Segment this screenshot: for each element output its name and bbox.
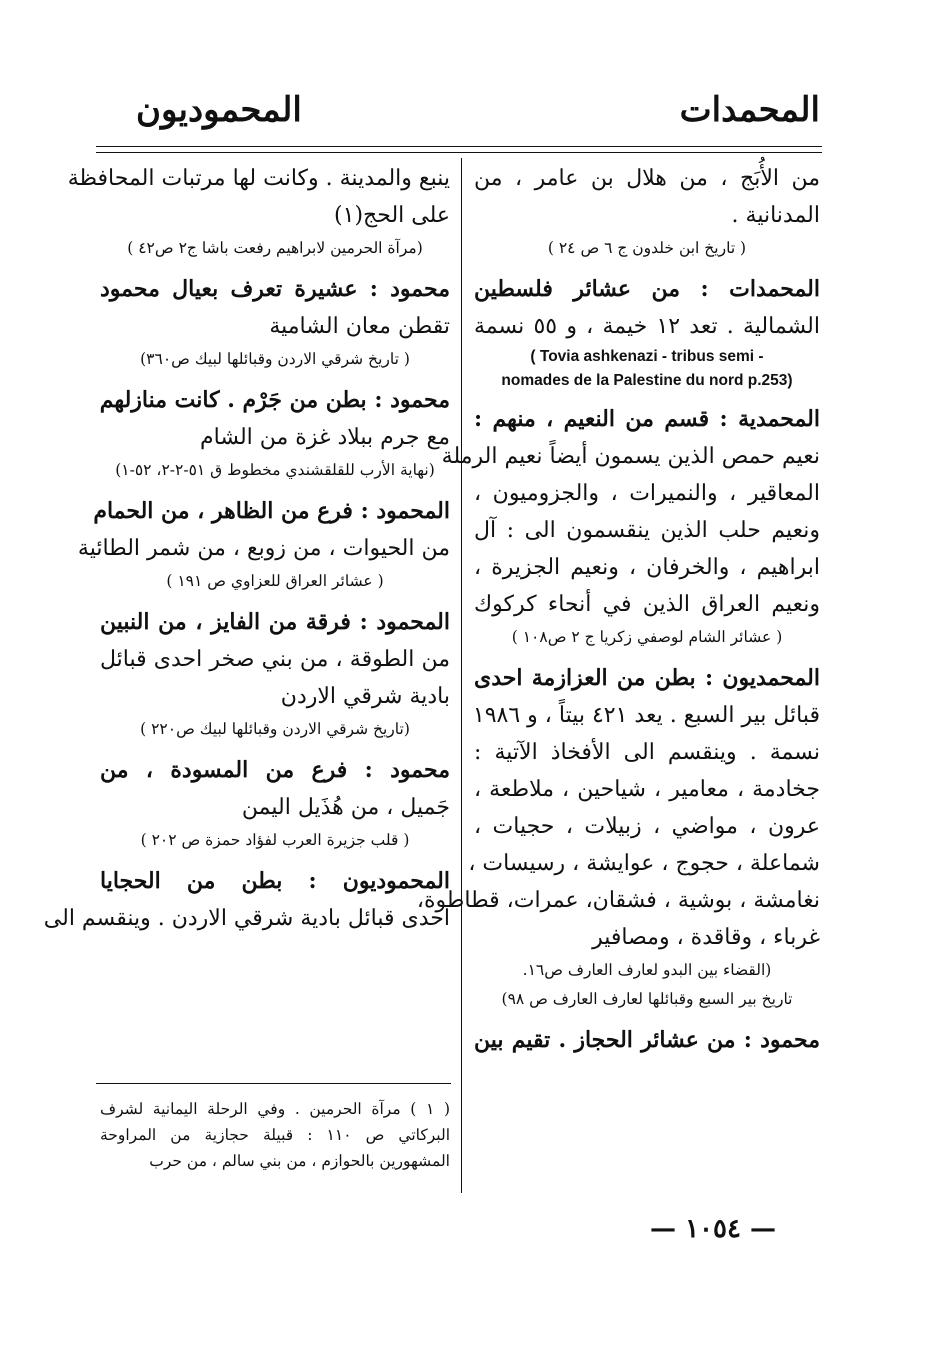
text-line: غرباء ، وقاقدة ، ومصافير — [592, 925, 820, 950]
entry-gap — [474, 652, 820, 660]
header-rule-bottom — [96, 152, 822, 153]
text-line: المدنانية . — [731, 203, 820, 228]
text-line: على الحج(١) — [334, 203, 450, 228]
source-citation: (تاريخ شرقي الاردن وقبائلها لبيك ص٢٢٠ ) — [140, 720, 410, 738]
text-line: جَميل ، من هُذَيل اليمن — [241, 795, 450, 820]
entry-gap — [100, 596, 450, 604]
source-citation: ( قلب جزيرة العرب لفؤاد حمزة ص ٢٠٢ ) — [140, 831, 410, 849]
text-line: ونعيم العراق الذين في أنحاء كركوك — [474, 592, 820, 617]
source-citation: ( تاريخ ابن خلدون ج ٦ ص ٢٤ ) — [547, 239, 747, 257]
text-line: ينبع والمدينة . وكانت لها مرتبات المحافظة — [67, 166, 450, 191]
entry-gap — [100, 263, 450, 271]
entry-headword-line: المحمدية : قسم من النعيم ، منهم : — [474, 406, 820, 432]
text-line: نسمة . وينقسم الى الأفخاذ الآتية : — [474, 740, 820, 765]
entry-headword-line: محمود : عشيرة تعرف بعيال محمود — [100, 276, 450, 302]
entry-gap — [100, 855, 450, 863]
right-column — [416, 160, 821, 1059]
source-citation: (مرآة الحرمين لابراهيم رفعت باشا ج٢ ص٤٢ ) — [127, 239, 423, 257]
entry-headword-line: المحمديون : بطن من العزازمة احدى — [474, 665, 820, 691]
entry-headword-line: المحموديون : بطن من الحجايا — [100, 868, 450, 894]
entry-gap — [474, 393, 820, 401]
footnote-line: المشهورين بالحوازم ، من بني سالم ، من حرب — [149, 1152, 450, 1170]
text-line: جخادمة ، معامير ، شياحين ، ملاطعة ، — [474, 777, 820, 802]
entry-gap — [100, 744, 450, 752]
text-line: الشمالية . تعد ١٢ خيمة ، و ٥٥ نسمة — [474, 314, 821, 339]
entry-headword-line: المحمود : فرع من الظاهر ، من الحمام — [93, 498, 450, 524]
source-citation: (القضاء بين البدو لعارف العارف ص١٦. — [522, 961, 772, 979]
entry-headword-line: المحمود : فرقة من الفايز ، من النبين — [100, 609, 450, 635]
entry-headword-line: محمود : بطن من جَرْم . كانت منازلهم — [99, 387, 450, 413]
running-header-left: المحموديون — [136, 90, 302, 130]
text-line: من الحيوات ، من زوبع ، من شمر الطائية — [77, 536, 450, 561]
footnote-line: ( ١ ) مرآة الحرمين . وفي الرحلة اليمانية لشرف — [100, 1100, 450, 1118]
source-citation: nomades de la Palestine du nord p.253) — [501, 372, 793, 389]
column-divider — [461, 158, 462, 1193]
entry-gap — [474, 263, 820, 271]
source-citation: تاريخ بير السبع وقبائلها لعارف العارف ص ٩٨) — [501, 990, 793, 1008]
left-column — [43, 160, 450, 937]
text-line: من الأُبَج ، من هلال بن عامر ، من — [474, 166, 820, 191]
source-citation: ( عشائر العراق للعزاوي ص ١٩١ ) — [166, 572, 384, 590]
source-citation: ( Tovia ashkenazi - tribus semi - — [530, 348, 764, 365]
text-line: ابراهيم ، والخرفان ، ونعيم الجزيرة ، — [474, 555, 820, 580]
source-citation: (نهاية الأرب للقلقشندي مخطوط ق ٥١-٢-٢، ٥٢-١) — [115, 461, 435, 479]
entry-headword-line: محمود : فرع من المسودة ، من — [100, 757, 450, 783]
text-line: ونعيم حلب الذين ينقسمون الى : آل — [474, 518, 820, 543]
text-line: من الطوقة ، من بني صخر احدى قبائل — [100, 647, 450, 672]
page-number: — ١٠٥٤ — — [650, 1214, 776, 1244]
text-line: بادية شرقي الاردن — [280, 684, 450, 709]
source-citation: ( عشائر الشام لوصفي زكريا ج ٢ ص١٠٨ ) — [511, 628, 783, 646]
text-line: نعيم حمص الذين يسمون أيضاً نعيم الرملة — [441, 444, 820, 469]
entry-headword-line: محمود : من عشائر الحجاز . تقيم بين — [474, 1027, 820, 1053]
text-line: مع جرم ببلاد غزة من الشام — [200, 425, 450, 450]
text-line: المعاقير ، والنميرات ، والجزوميون ، — [474, 481, 820, 506]
text-line: قبائل بير السبع . يعد ٤٢١ بيتاً ، و ١٩٨٦ — [472, 703, 820, 728]
text-line: عرون ، مواضي ، زبيلات ، حجيات ، — [474, 814, 820, 839]
entry-gap — [474, 1014, 820, 1022]
entry-gap — [100, 485, 450, 493]
text-line: تقطن معان الشامية — [269, 314, 450, 339]
text-line: احدى قبائل بادية شرقي الاردن . وينقسم الى — [43, 906, 450, 931]
footnote — [100, 1096, 450, 1174]
entry-gap — [100, 374, 450, 382]
footnote-line: البركاتي ص ١١٠ : قبيلة حجازية من المراوحة — [100, 1126, 451, 1144]
running-header-right: المحمدات — [679, 90, 820, 130]
text-line: نغامشة ، بوشية ، فشقان، عمرات، قطاطوة، — [416, 888, 820, 913]
footnote-rule — [96, 1083, 451, 1084]
entry-headword-line: المحمدات : من عشائر فلسطين — [474, 276, 820, 302]
text-line: شماعلة ، حجوج ، عوايشة ، رسيسات ، — [468, 851, 820, 876]
source-citation: ( تاريخ شرقي الاردن وقبائلها لبيك ص٣٦٠) — [140, 350, 410, 368]
header-rule-top — [96, 146, 822, 147]
